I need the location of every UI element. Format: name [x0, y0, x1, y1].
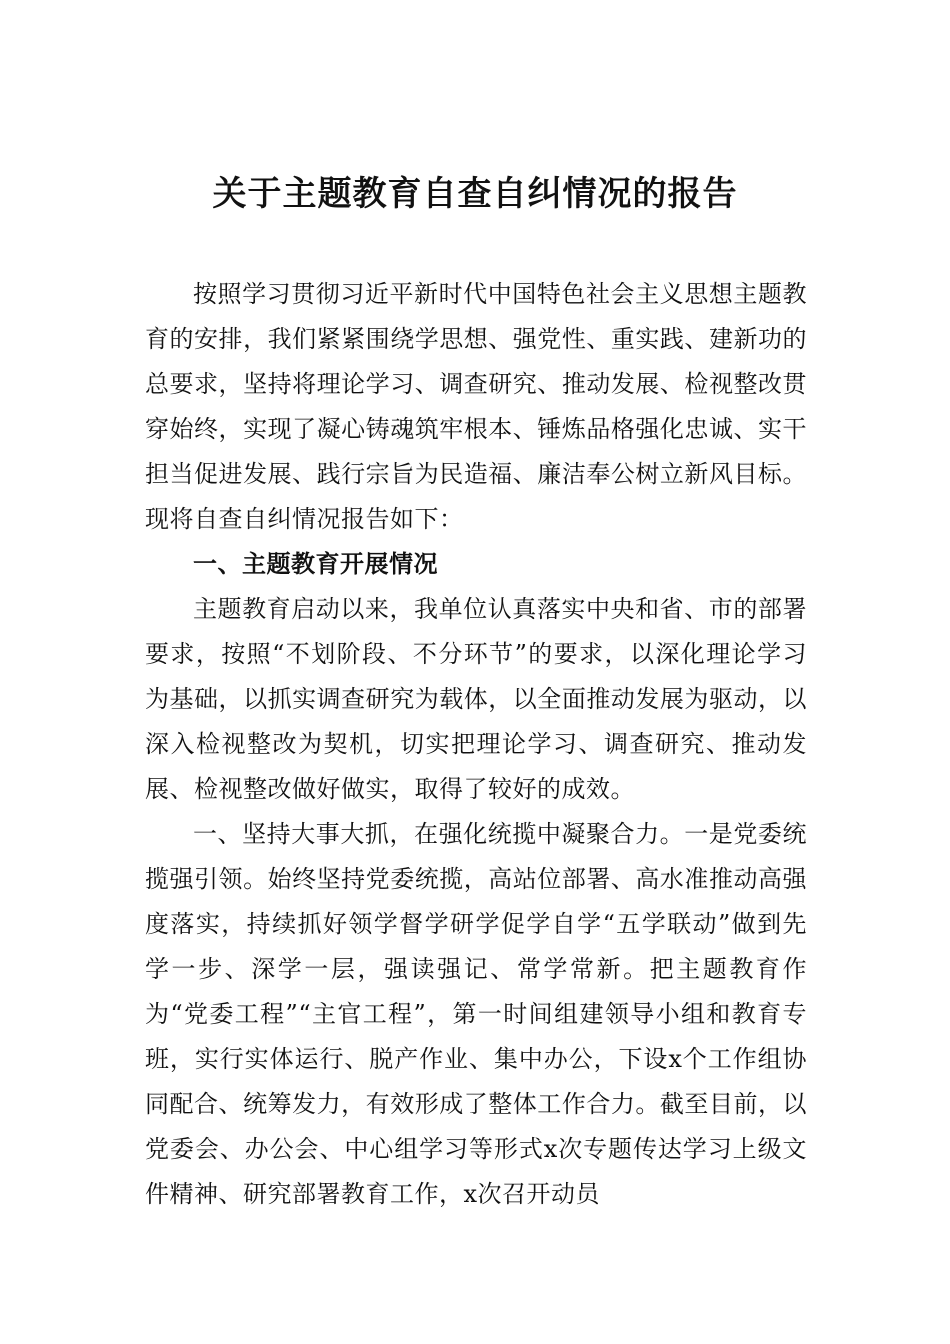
- document-title: 关于主题教育自查自纠情况的报告: [212, 174, 738, 214]
- section-paragraph: 主题教育启动以来，我单位认真落实中央和省、市的部署要求，按照“不划阶段、不分环节”的要求，以深化理论学习为基础，以抓实调查研究为载体，以全面推动发展为驱动，以深入检视整改为契机，切实把理论学习、调查研究、推动发展、检视整改做好做实，取得了较好的成效。: [145, 595, 807, 803]
- section-heading: 一、主题教育开展情况: [193, 550, 438, 578]
- intro-paragraph: 按照学习贯彻习近平新时代中国特色社会主义思想主题教育的安排，我们紧紧围绕学思想、强党性、重实践、建新功的总要求，坚持将理论学习、调查研究、推动发展、检视整改贯穿始终，实现了凝心铸魂筑牢根本、锤炼品格强化忠诚、实干担当促进发展、践行宗旨为民造福、廉洁奉公树立新风目标。现将自查自纠情况报告如下：: [145, 280, 807, 533]
- document-body: [145, 272, 807, 1217]
- detail-paragraph: 一、坚持大事大抓，在强化统揽中凝聚合力。一是党委统揽强引领。始终坚持党委统揽，高站位部署、高水准推动高强度落实，持续抓好领学督学研学促学自学“五学联动”做到先学一步、深学一层，强读强记、常学常新。把主题教育作为“党委工程”“主官工程”，第一时间组建领导小组和教育专班，实行实体运行、脱产作业、集中办公，下设x个工作组协同配合、统筹发力，有效形成了整体工作合力。截至目前，以党委会、办公会、中心组学习等形式x次专题传达学习上级文件精神、研究部署教育工作，x次召开动员: [145, 820, 807, 1208]
